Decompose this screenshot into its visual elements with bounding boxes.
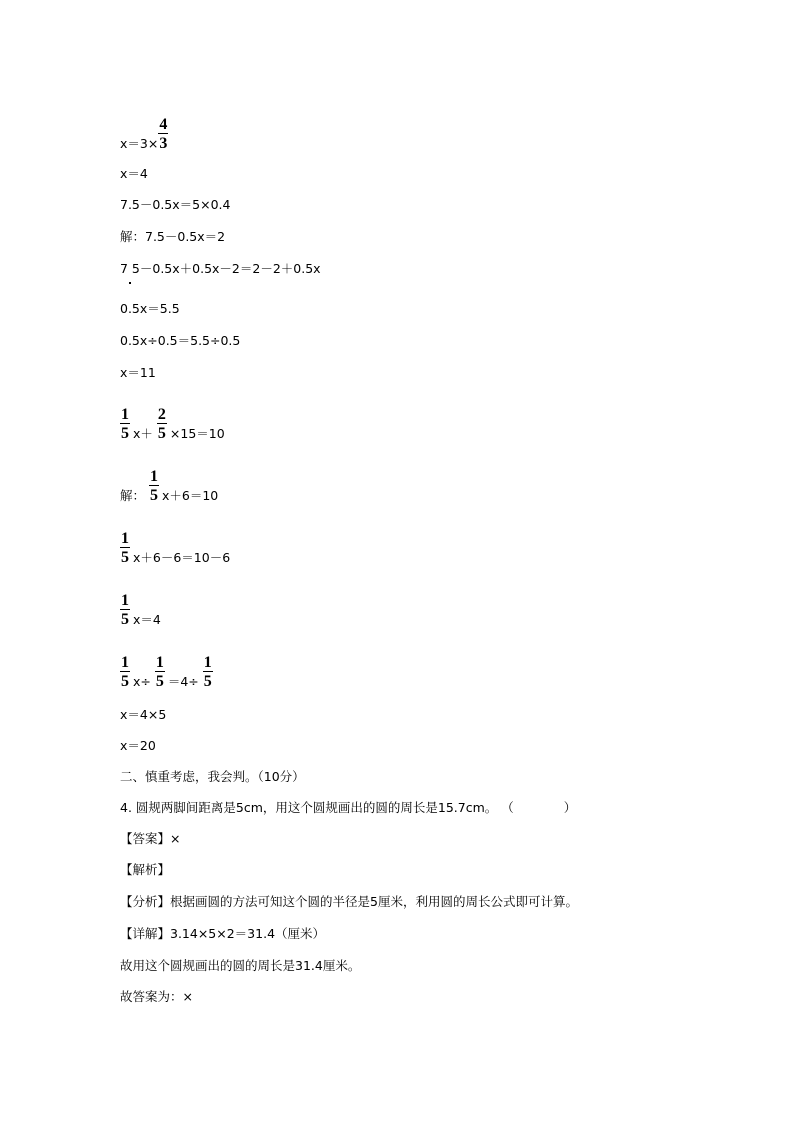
numerator: 1 <box>150 468 158 485</box>
detail-text: 【详解】3.14×5×2＝31.4（厘米） <box>120 926 326 941</box>
equation-line <box>120 407 225 442</box>
numerator: 1 <box>203 654 212 671</box>
equation-line: x＝4×5 <box>120 707 167 722</box>
equation-line <box>120 469 218 504</box>
text: x＋6－6＝10－6 <box>133 550 231 565</box>
equation-line: x＝4 <box>120 166 148 181</box>
fraction <box>120 407 130 441</box>
text: x＝4 <box>133 612 161 627</box>
fraction <box>120 655 130 689</box>
numerator: 1 <box>121 592 129 609</box>
text: x＝3× <box>120 136 159 151</box>
denominator: 5 <box>155 673 164 690</box>
equation-line: 7.5－0.5x＝5×0.4 <box>120 197 231 212</box>
fraction <box>120 593 130 627</box>
analysis-text: 【分析】根据画圆的方法可知这个圆的半径是5厘米，利用圆的周长公式即可计算。 <box>120 894 578 909</box>
numerator: 1 <box>121 530 129 547</box>
fraction <box>158 117 168 151</box>
question-text: 4. 圆规两脚间距离是5cm，用这个圆规画出的圆的周长是15.7cm。 （ ） <box>120 800 577 815</box>
answer: 【答案】× <box>120 831 181 846</box>
section-heading: 二、慎重考虑，我会判。（10分） <box>120 769 305 784</box>
text: x＋6＝10 <box>162 488 219 503</box>
denominator: 5 <box>121 611 129 628</box>
equation-line: 0.5x÷0.5＝5.5÷0.5 <box>120 333 241 348</box>
text: 解： <box>120 488 146 503</box>
text: ×15＝10 <box>169 426 225 441</box>
numerator: 1 <box>121 654 129 671</box>
analysis-title: 【解析】 <box>120 862 171 877</box>
text: x÷ <box>133 674 151 689</box>
fraction <box>120 531 130 565</box>
equation-line <box>120 655 216 690</box>
fraction <box>203 655 213 689</box>
text: x＋ <box>133 426 153 441</box>
equation-line <box>120 593 161 628</box>
numerator: 1 <box>155 654 164 671</box>
stray-dot <box>129 282 131 284</box>
fraction <box>149 469 159 503</box>
final-answer: 故答案为：× <box>120 989 193 1004</box>
conclusion-text: 故用这个圆规画出的圆的周长是31.4厘米。 <box>120 958 361 973</box>
equation-line: x＝20 <box>120 738 156 753</box>
equation-line <box>120 531 230 566</box>
denominator: 5 <box>150 487 158 504</box>
equation-line <box>120 117 171 152</box>
denominator: 5 <box>121 425 129 442</box>
numerator: 2 <box>157 406 166 423</box>
numerator: 1 <box>121 406 129 423</box>
equation-line: 解：7.5－0.5x＝2 <box>120 229 226 244</box>
equation-line: 7 5－0.5x＋0.5x－2＝2－2＋0.5x <box>120 261 321 276</box>
denominator: 5 <box>203 673 212 690</box>
denominator: 5 <box>157 425 166 442</box>
equation-line: 0.5x＝5.5 <box>120 301 180 316</box>
fraction <box>157 407 167 441</box>
equation-line: x＝11 <box>120 365 156 380</box>
numerator: 4 <box>159 116 168 133</box>
denominator: 3 <box>159 135 168 152</box>
fraction <box>155 655 165 689</box>
denominator: 5 <box>121 673 129 690</box>
text: ＝4÷ <box>167 674 199 689</box>
denominator: 5 <box>121 549 129 566</box>
